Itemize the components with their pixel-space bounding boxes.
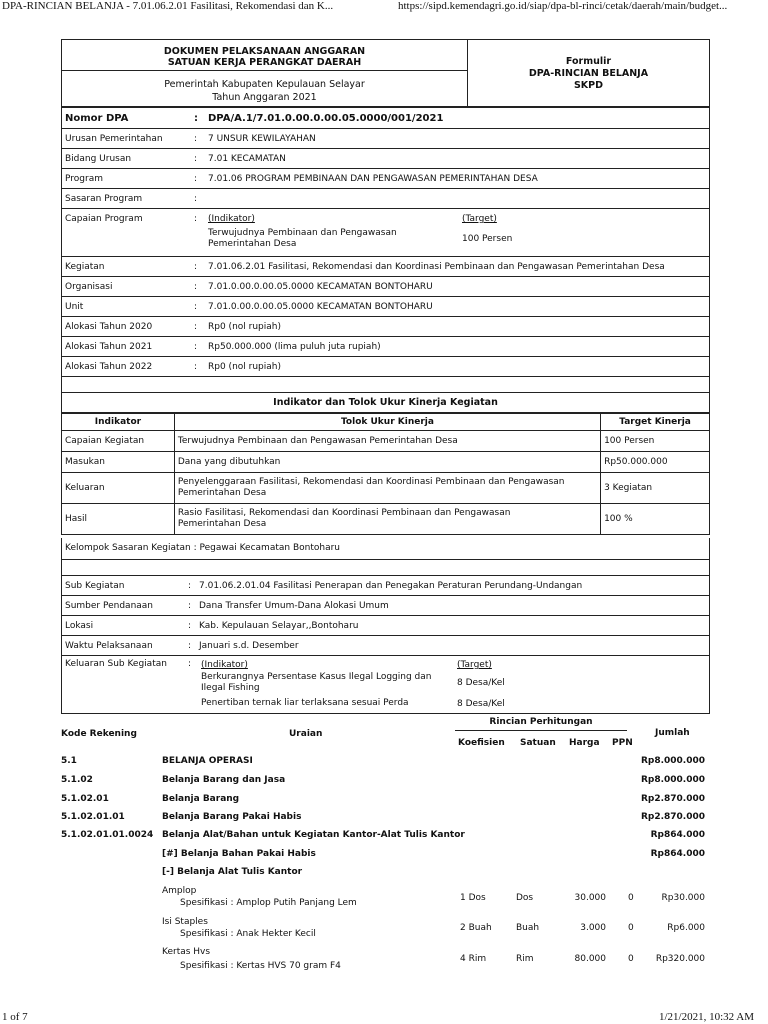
sumber-value: Dana Transfer Umum-Dana Alokasi Umum [199,601,389,611]
rincian-head-satuan: Satuan [520,738,556,748]
rincian-head-kode: Kode Rekening [61,729,137,739]
formulir-skpd: SKPD [573,80,604,91]
waktu-label: Waktu Pelaksanaan [65,641,153,651]
rekening-jumlah: Rp864.000 [650,849,705,859]
table-row [62,431,710,452]
bidang-label: Bidang Urusan [65,154,132,164]
print-url: https://sipd.kemendagri.go.id/siap/dpa-bl-rinci/cetak/daerah/main/budget... [398,0,728,12]
sumber-row: Sumber Pendanaan : Dana Transfer Umum-Dana Alokasi Umum [61,596,710,616]
doc-title-line1: DOKUMEN PELAKSANAAN ANGGARAN [163,46,366,57]
kinerja-title: Indikator dan Tolok Ukur Kinerja Kegiatan [273,397,498,408]
page-number: 1 of 7 [2,1011,28,1023]
rekening-kode: 5.1.02.01.01.0024 [61,830,154,840]
item-ppn: 0 [628,923,634,933]
document-header [61,39,710,107]
keluaran-sub-row: Keluaran Sub Kegiatan : (Indikator) (Target) Berkurangnya Persentase Kasus Ilegal Logging dan Ilegal Fishing 8 Desa/Kel Penertiban ternak liar terlaksana sesuai Perda 8 Desa/Kel [61,656,710,714]
info-sasaran: Sasaran Program : [61,189,710,209]
item-jumlah: Rp6.000 [667,923,705,933]
item-spek: Spesifikasi : Amplop Putih Panjang Lem [180,898,357,908]
item-ppn: 0 [628,893,634,903]
unit-value: 7.01.0.00.0.00.05.0000 KECAMATAN BONTOHARU [208,302,433,312]
kinerja-target: Rp50.000.000 [601,452,710,473]
kinerja-tolok: Terwujudnya Pembinaan dan Pengawasan Pemerintahan Desa [174,431,600,452]
alok2020-value: Rp0 (nol rupiah) [208,322,281,332]
subkeg-label: Sub Kegiatan [65,581,125,591]
alok2022-label: Alokasi Tahun 2022 [65,362,153,372]
keluaran-ind: Berkurangnya Persentase Kasus Ilegal Logging dan [201,672,432,682]
urusan-value: 7 UNSUR KEWILAYAHAN [208,134,316,144]
spacer-row [61,560,710,576]
rekening-kode: 5.1.02.01 [61,794,109,804]
info-alok2022: Alokasi Tahun 2022 : Rp0 (nol rupiah) [61,357,710,377]
item-koef: 2 Buah [460,923,492,933]
rekening-jumlah: Rp8.000.000 [640,775,705,785]
item-jumlah: Rp320.000 [655,954,705,964]
kinerja-target: 100 % [601,504,710,535]
rincian-head-harga: Harga [569,738,600,748]
rekening-uraian: [#] Belanja Bahan Pakai Habis [162,849,316,859]
sasaran-label: Sasaran Program [65,194,143,204]
keluaran-tgt-head: (Target) [457,660,492,670]
kinerja-tolok-line1: Penyelenggaraan Fasilitasi, Rekomendasi dan Koordinasi Pembinaan dan Pengawasan [177,477,565,487]
item-nama: Kertas Hvs [162,947,211,957]
item-harga: 80.000 [574,954,606,964]
fiscal-year: Tahun Anggaran 2021 [212,92,317,103]
formulir-box [467,56,710,92]
kinerja-target: 3 Kegiatan [601,473,710,504]
item-satuan: Buah [516,923,540,933]
rincian-head-jumlah: Jumlah [655,728,690,738]
kinerja-table [61,413,710,535]
item-ppn: 0 [628,954,634,964]
keluaran-tgt: 8 Desa/Kel [457,699,505,709]
capaian-ind-head: (Indikator) [208,214,255,224]
subkeg-value: 7.01.06.2.01.04 Fasilitasi Penerapan dan Penegakan Peraturan Perundang-Undangan [199,581,583,591]
keluaran-ind-line2: Ilegal Fishing [201,683,260,693]
keluaran-ind-head: (Indikator) [201,660,248,670]
kinerja-tolok [174,504,600,535]
item-satuan: Rim [516,954,534,964]
rekening-uraian: Belanja Alat/Bahan untuk Kegiatan Kantor-Alat Tulis Kantor [162,830,465,840]
kinerja-target: 100 Persen [601,431,710,452]
kinerja-ind: Keluaran [62,473,175,504]
info-organisasi: Organisasi : 7.01.0.00.0.00.05.0000 KECAMATAN BONTOHARU [61,277,710,297]
alok2022-value: Rp0 (nol rupiah) [208,362,281,372]
pemda-name: Pemerintah Kabupaten Kepulauan Selayar [164,79,365,90]
capaian-label: Capaian Program [65,214,143,224]
lokasi-row: Lokasi : Kab. Kepulauan Selayar,,Bontoharu [61,616,710,636]
keluaran-label: Keluaran Sub Kegiatan [65,659,167,669]
kinerja-ind: Hasil [62,504,175,535]
print-header [0,0,768,14]
info-urusan: Urusan Pemerintahan : 7 UNSUR KEWILAYAHAN [61,129,710,149]
item-harga: 3.000 [580,923,606,933]
item-spek: Spesifikasi : Anak Hekter Kecil [180,929,316,939]
alok2020-label: Alokasi Tahun 2020 [65,322,153,332]
kinerja-tolok-line2: Pemerintahan Desa [177,488,267,498]
rekening-kode: 5.1 [61,756,77,766]
rincian-head-koef: Koefisien [458,738,505,748]
urusan-label: Urusan Pemerintahan [65,134,163,144]
info-unit: Unit : 7.01.0.00.0.00.05.0000 KECAMATAN BONTOHARU [61,297,710,317]
alok2021-value: Rp50.000.000 (lima puluh juta rupiah) [208,342,381,352]
doc-title-line2: SATUAN KERJA PERANGKAT DAERAH [167,57,362,68]
nomor-dpa-row: Nomor DPA : DPA/A.1/7.01.0.00.0.00.05.0000/001/2021 [61,107,710,129]
kinerja-title-row [61,393,710,413]
info-alok2021: Alokasi Tahun 2021 : Rp50.000.000 (lima puluh juta rupiah) [61,337,710,357]
item-koef: 4 Rim [460,954,487,964]
item-harga: 30.000 [574,893,606,903]
capaian-tgt: 100 Persen [462,234,513,244]
item-nama: Isi Staples [162,917,208,927]
waktu-row: Waktu Pelaksanaan : Januari s.d. Desember [61,636,710,656]
rincian-head-ppn: PPN [612,738,633,748]
bidang-value: 7.01 KECAMATAN [208,154,286,164]
waktu-value: Januari s.d. Desember [199,641,299,651]
rekening-kode: 5.1.02 [61,775,93,785]
item-satuan: Dos [516,893,534,903]
nomor-dpa-value: DPA/A.1/7.01.0.00.0.00.05.0000/001/2021 [208,113,444,124]
formulir-label: Formulir [565,56,612,67]
program-label: Program [65,174,103,184]
doc-pemda [62,78,467,104]
kinerja-head-tolok: Tolok Ukur Kinerja [174,414,600,431]
info-bidang: Bidang Urusan : 7.01 KECAMATAN [61,149,710,169]
kegiatan-label: Kegiatan [65,262,105,272]
rekening-jumlah: Rp864.000 [650,830,705,840]
unit-label: Unit [65,302,84,312]
nomor-dpa-label: Nomor DPA [65,113,129,124]
program-value: 7.01.06 PROGRAM PEMBINAAN DAN PENGAWASAN PEMERINTAHAN DESA [208,174,538,184]
organisasi-label: Organisasi [65,282,113,292]
formulir-name: DPA-RINCIAN BELANJA [528,68,649,79]
kelompok-sasaran-row [61,538,710,560]
rekening-jumlah: Rp2.870.000 [640,794,705,804]
print-title: DPA-RINCIAN BELANJA - 7.01.06.2.01 Fasilitasi, Rekomendasi dan K... [2,0,334,12]
rekening-jumlah: Rp8.000.000 [640,756,705,766]
kinerja-tolok [174,473,600,504]
rekening-uraian: Belanja Barang [162,794,240,804]
sumber-label: Sumber Pendanaan [65,601,154,611]
lokasi-label: Lokasi [65,621,94,631]
capaian-ind2: Pemerintahan Desa [208,239,297,249]
alok2021-label: Alokasi Tahun 2021 [65,342,153,352]
rekening-uraian: [-] Belanja Alat Tulis Kantor [162,867,303,877]
organisasi-value: 7.01.0.00.0.00.05.0000 KECAMATAN BONTOHARU [208,282,433,292]
lokasi-value: Kab. Kepulauan Selayar,,Bontoharu [199,621,359,631]
rekening-uraian: Belanja Barang Pakai Habis [162,812,302,822]
info-alok2020: Alokasi Tahun 2020 : Rp0 (nol rupiah) [61,317,710,337]
kinerja-head-indikator: Indikator [62,414,175,431]
table-row [62,504,710,535]
kelompok-sasaran: Kelompok Sasaran Kegiatan : Pegawai Kecamatan Bontoharu [65,543,340,553]
kinerja-head [62,414,710,431]
rincian-head-uraian: Uraian [289,729,323,739]
kinerja-tolok: Dana yang dibutuhkan [174,452,600,473]
item-spek: Spesifikasi : Kertas HVS 70 gram F4 [180,961,341,971]
rekening-uraian: Belanja Barang dan Jasa [162,775,286,785]
kinerja-tolok-line1: Rasio Fasilitasi, Rekomendasi dan Koordinasi Pembinaan dan Pengawasan [177,508,511,518]
keluaran-ind: Penertiban ternak liar terlaksana sesuai Perda [201,698,409,708]
table-row [62,473,710,504]
doc-title [62,46,467,68]
rekening-uraian: BELANJA OPERASI [162,756,253,766]
keluaran-tgt: 8 Desa/Kel [457,678,505,688]
spacer-row [61,377,710,393]
print-datetime: 1/21/2021, 10:32 AM [659,1011,755,1023]
sub-kegiatan-row: Sub Kegiatan : 7.01.06.2.01.04 Fasilitasi Penerapan dan Penegakan Peraturan Perundang-Undangan [61,576,710,596]
kinerja-tolok-line2: Pemerintahan Desa [177,519,267,529]
capaian-ind1: Terwujudnya Pembinaan dan Pengawasan [208,228,397,238]
kinerja-ind: Masukan [62,452,175,473]
kinerja-head-target: Target Kinerja [601,414,710,431]
info-kegiatan: Kegiatan : 7.01.06.2.01 Fasilitasi, Rekomendasi dan Koordinasi Pembinaan dan Pengawasan Pemerintahan Desa [61,257,710,277]
rincian-head-rincian: Rincian Perhitungan [489,717,593,727]
kegiatan-value: 7.01.06.2.01 Fasilitasi, Rekomendasi dan Koordinasi Pembinaan dan Pengawasan Pemerintahan Desa [208,262,665,272]
rekening-jumlah: Rp2.870.000 [640,812,705,822]
kinerja-ind: Capaian Kegiatan [62,431,175,452]
item-nama: Amplop [162,886,197,896]
capaian-tgt-head: (Target) [462,214,497,224]
info-capaian: Capaian Program : (Indikator) Terwujudnya Pembinaan dan Pengawasan Pemerintahan Desa (Target) 100 Persen [61,209,710,257]
item-koef: 1 Dos [460,893,486,903]
rekening-kode: 5.1.02.01.01 [61,812,125,822]
info-program: Program : 7.01.06 PROGRAM PEMBINAAN DAN PENGAWASAN PEMERINTAHAN DESA [61,169,710,189]
item-jumlah: Rp30.000 [661,893,705,903]
table-row [62,452,710,473]
